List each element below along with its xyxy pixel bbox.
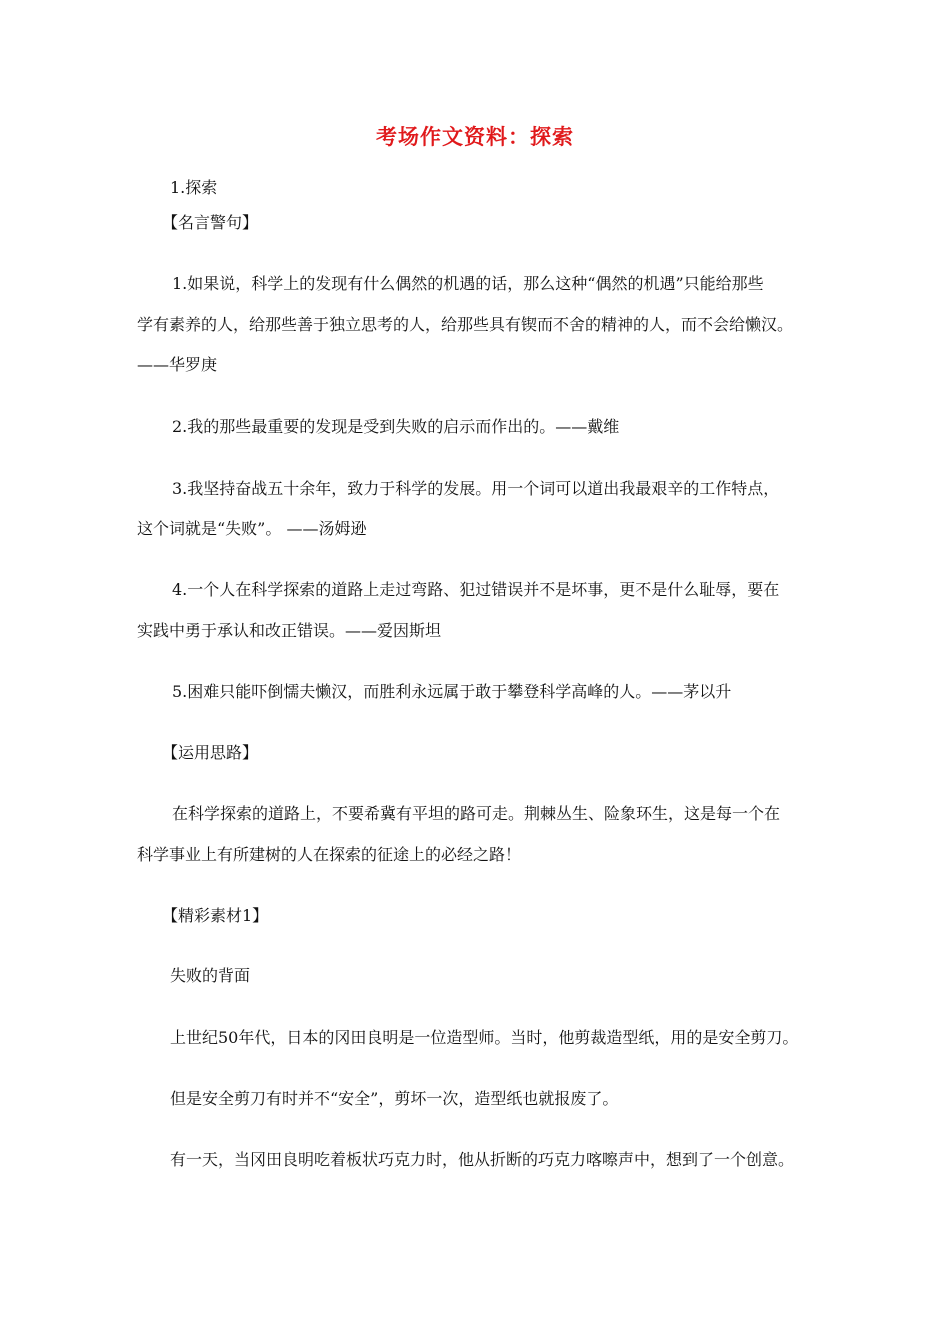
heading-number: 1.探索 [170, 178, 218, 197]
quote-5-line-1: 5.困难只能吓倒懦夫懒汉，而胜利永远属于敢于攀登科学高峰的人。——茅以升 [172, 682, 732, 701]
quote-3-line-1: 3.我坚持奋战五十余年，致力于科学的发展。用一个词可以道出我最艰辛的工作特点， [172, 479, 780, 498]
section-heading-material: 【精彩素材1】 [162, 906, 269, 925]
quote-2-line-1: 2.我的那些最重要的发现是受到失败的启示而作出的。——戴维 [172, 417, 620, 436]
material-paragraph-1: 上世纪50年代，日本的冈田良明是一位造型师。当时，他剪裁造型纸，用的是安全剪刀。 [170, 1028, 799, 1047]
material-title: 失败的背面 [170, 966, 251, 985]
material-paragraph-2: 但是安全剪刀有时并不“安全”，剪坏一次，造型纸也就报废了。 [170, 1089, 619, 1108]
section-heading-usage: 【运用思路】 [162, 743, 259, 762]
quote-1-line-1: 1.如果说，科学上的发现有什么偶然的机遇的话，那么这种“偶然的机遇”只能给那些 [172, 274, 764, 293]
quote-4-line-1: 4.一个人在科学探索的道路上走过弯路、犯过错误并不是坏事，更不是什么耻辱，要在 [172, 580, 780, 599]
material-paragraph-3: 有一天，当冈田良明吃着板状巧克力时，他从折断的巧克力喀嚓声中，想到了一个创意。 [170, 1150, 795, 1169]
quote-1-line-2: 学有素养的人，给那些善于独立思考的人，给那些具有锲而不舍的精神的人，而不会给懒汉。 [137, 315, 794, 334]
quote-3-line-2: 这个词就是“失败”。 ——汤姆逊 [137, 519, 367, 538]
usage-line-1: 在科学探索的道路上，不要希冀有平坦的路可走。荆棘丛生、险象环生，这是每一个在 [172, 804, 781, 823]
usage-line-2: 科学事业上有所建树的人在探索的征途上的必经之路！ [137, 845, 522, 864]
quote-4-line-2: 实践中勇于承认和改正错误。——爱因斯坦 [137, 621, 442, 640]
quote-1-author: ——华罗庚 [137, 355, 218, 374]
section-heading-quotes: 【名言警句】 [162, 213, 259, 232]
page-title: 考场作文资料：探索 [376, 124, 574, 149]
